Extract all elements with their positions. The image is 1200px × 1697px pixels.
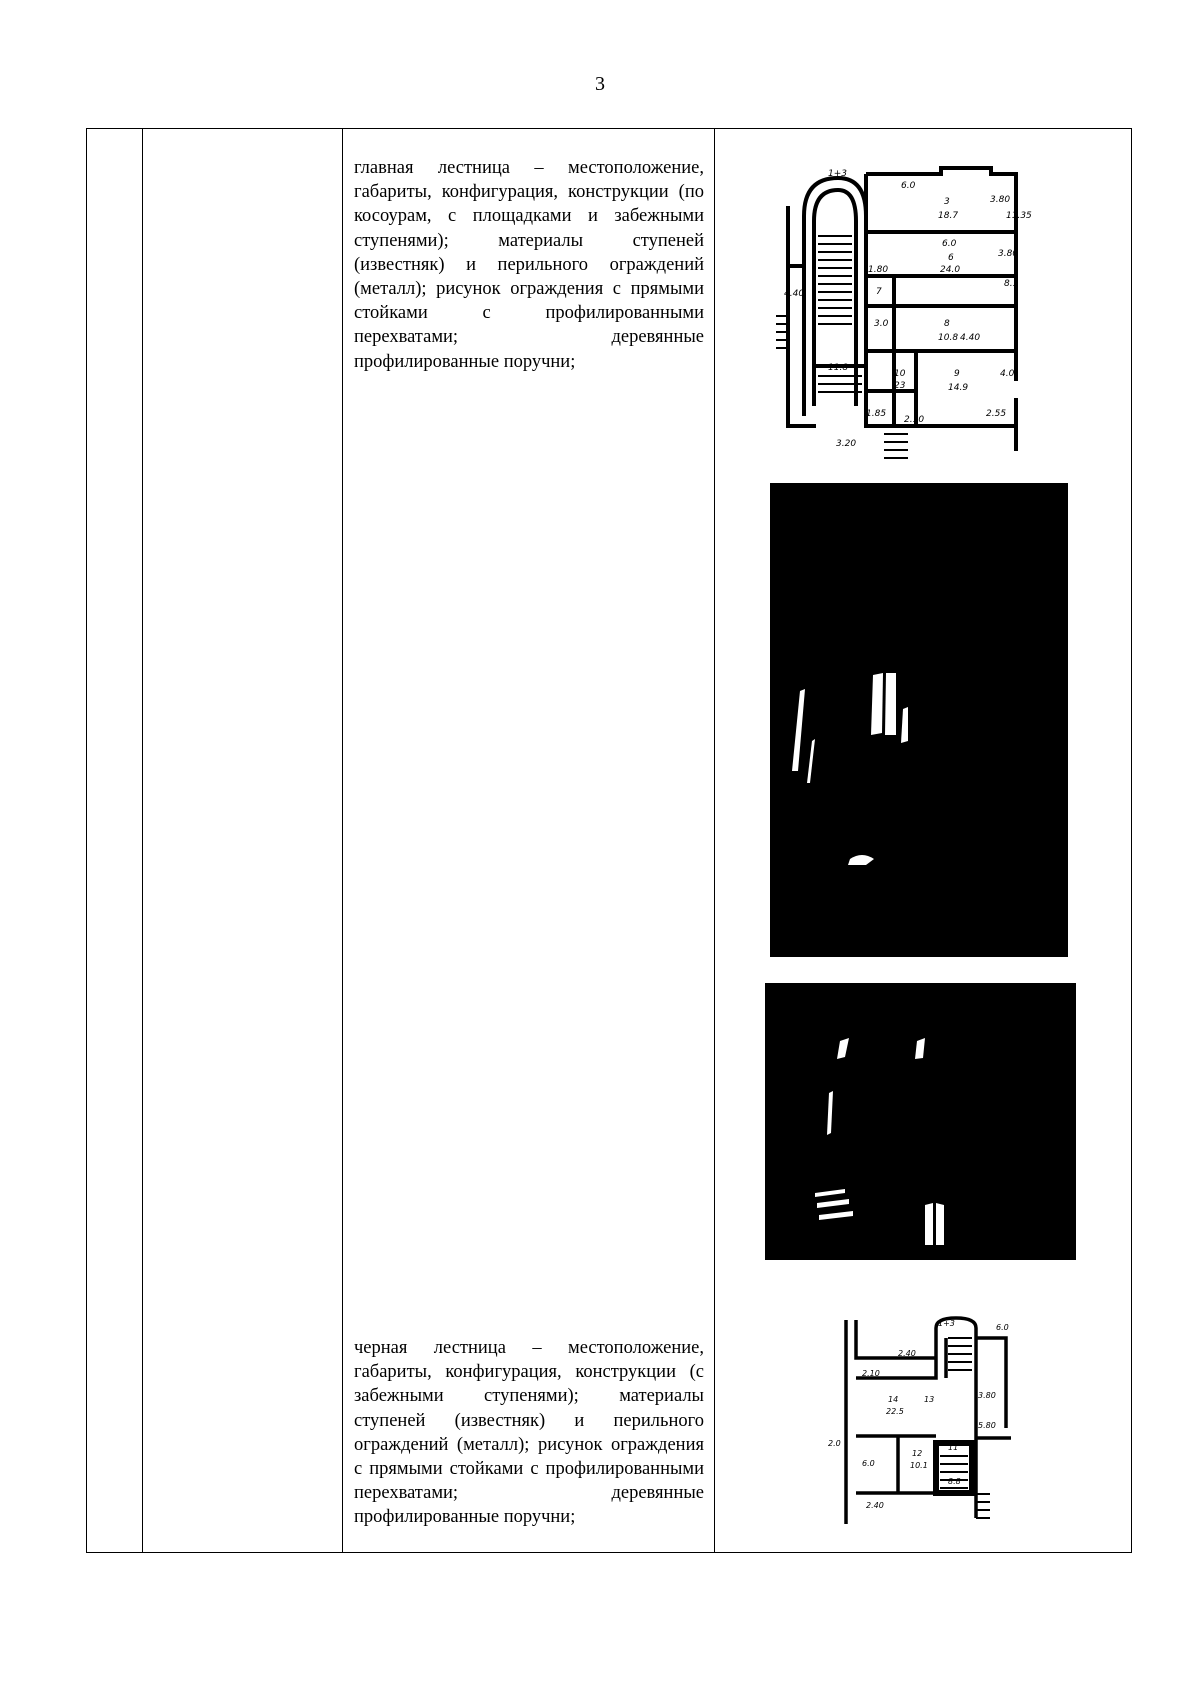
service-staircase-description: черная лестница – местоположение, габариты, конфигурация, конструкции (с забежными ступенями); материалы ступеней (известняк) и перильного ограждений (металл); рисунок ограждения с прямыми стойками с профилированными перехватами; деревянные профилированные поручни; — [354, 1338, 704, 1528]
plan-label: 10.1 — [910, 1461, 928, 1470]
main-staircase-description: главная лестница – местоположение, габариты, конфигурация, конструкции (по косоурам, с площадками и забежными ступенями); материалы ступеней (известняк) и перильного ограждений (металл); рисунок ограждения с прямыми стойками с профилированными перехватами; деревянные профилированные поручни; — [354, 158, 704, 372]
plan-label: 6.0 — [901, 181, 916, 191]
plan-label: 3.20 — [836, 439, 857, 449]
plan-label: 4.0 — [1000, 369, 1015, 379]
plan-label: 11 — [948, 1443, 959, 1452]
plan-label: 4.40 — [960, 333, 981, 343]
table-column-divider — [714, 128, 715, 1553]
plan-label: 6.0 — [942, 239, 957, 249]
plan-label: 18.7 — [938, 211, 959, 221]
plan-label: 6 — [948, 253, 954, 263]
main-staircase-photo — [770, 483, 1068, 957]
plan-label: 8 — [944, 319, 950, 329]
plan-label: 12 — [912, 1449, 923, 1458]
plan-label: 13 — [924, 1395, 935, 1404]
plan-label: 8.8 — [948, 1477, 961, 1486]
floor-plan-drawing — [826, 1318, 1016, 1526]
table-column-divider — [342, 128, 343, 1553]
plan-label: 9 — [954, 369, 960, 379]
plan-label: 14.9 — [948, 383, 969, 393]
plan-label: 4.40 — [784, 289, 805, 299]
plan-label: 1.80 — [868, 265, 889, 275]
main-staircase-interior-photo — [765, 983, 1076, 1260]
plan-label: 10.8 — [938, 333, 959, 343]
plan-label: 6.0 — [862, 1459, 875, 1468]
plan-label: 6.0 — [996, 1323, 1009, 1332]
plan-label: 3.80 — [978, 1391, 996, 1400]
page-number: 3 — [595, 73, 605, 95]
service-staircase-floor-plan — [826, 1318, 1016, 1526]
plan-label: 2.10 — [862, 1369, 880, 1378]
plan-label: 8.1 — [1004, 279, 1019, 289]
plan-label: 10 — [894, 369, 906, 379]
plan-label: 3.80 — [990, 195, 1011, 205]
table-column-divider — [142, 128, 143, 1553]
photo-highlights — [765, 983, 1076, 1260]
plan-label: 2.55 — [986, 409, 1007, 419]
plan-label: 2.40 — [866, 1501, 884, 1510]
plan-label: 3.80 — [998, 249, 1019, 259]
plan-label: 24.0 — [940, 265, 961, 275]
plan-label: 1+3 — [828, 169, 847, 179]
plan-label: 14 — [888, 1395, 899, 1404]
floor-plan-drawing — [776, 166, 1032, 461]
plan-label: 1+3 — [938, 1319, 955, 1328]
plan-label: 11.35 — [1006, 211, 1032, 221]
plan-label: 22.5 — [886, 1407, 904, 1416]
plan-label: 7 — [876, 287, 882, 297]
plan-label: 2.10 — [904, 415, 925, 425]
photo-highlights — [770, 483, 1068, 957]
plan-label: 23 — [894, 381, 906, 391]
plan-label: 3 — [944, 197, 950, 207]
plan-label: 3.0 — [874, 319, 889, 329]
plan-label: 2.40 — [898, 1349, 916, 1358]
plan-label: 1.85 — [866, 409, 887, 419]
main-staircase-floor-plan — [776, 166, 1032, 461]
plan-label: 5.80 — [978, 1421, 996, 1430]
plan-label: 11.8 — [828, 363, 849, 373]
plan-label: 2.0 — [828, 1439, 841, 1448]
